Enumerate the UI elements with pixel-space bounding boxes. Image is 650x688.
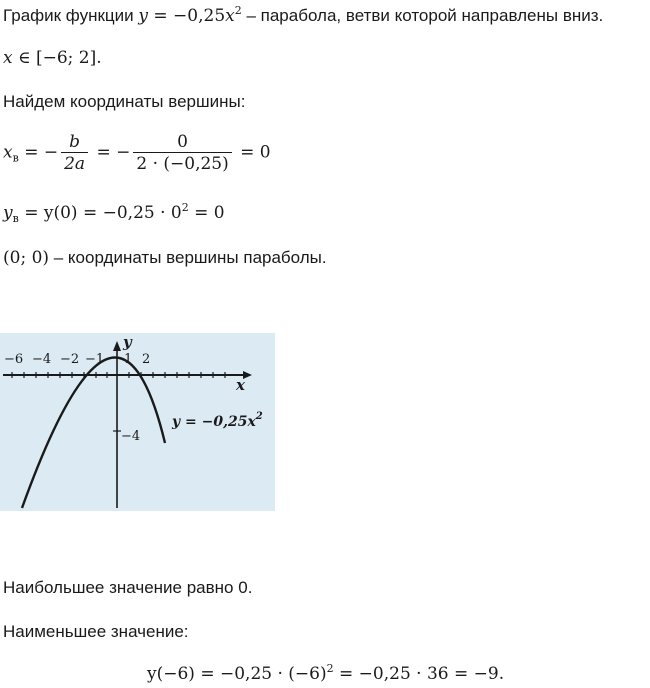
intro-text-after: – парабола, ветви которой направлены вниз. [241,6,604,25]
min-value-text: Наименьшее значение: [3,622,189,641]
y-axis-arrow [113,341,121,351]
x-tick-label: −2 [60,352,80,367]
vertex-coords-line [3,248,327,268]
intro-func-lhs: y [138,6,148,26]
domain-line [3,48,102,68]
curve-label-power: 2 [255,411,263,422]
intro-var-x: x [225,6,235,26]
x-tick-label: −1 [85,352,105,367]
yv-formula [3,203,225,223]
curve-label [171,411,263,430]
y-tick-label: −4 [121,429,141,444]
yv-result: = 0 [188,203,225,223]
xv-fraction-2 [133,132,231,174]
xv-frac1-den: 2a [61,152,88,174]
max-value-text: Наибольшее значение равно 0. [3,578,253,597]
graph-svg [0,333,275,511]
vertex-coords-text: – координаты вершины параболы. [49,248,327,267]
parabola-graph [0,333,275,511]
xv-formula [3,132,271,174]
min-formula [147,664,504,684]
x-axis-label: x [236,376,245,394]
xv-frac1-num: b [69,132,81,152]
vertex-point: (0; 0) [3,248,50,268]
min-formula-power: 2 [326,662,334,675]
domain-var: x [3,48,13,68]
yv-lhs-sub: в [12,212,19,225]
intro-eq: = −0,25 [148,6,226,26]
yv-power: 2 [181,201,189,214]
x-tick-label: −6 [4,352,24,367]
vertex-heading: Найдем координаты вершины: [3,92,246,111]
x-tick-label: 2 [142,352,151,367]
intro-power: 2 [234,4,242,17]
intro-line [3,6,603,26]
xv-lhs-sub: в [12,151,19,165]
min-formula-rhs: = −0,25 · 36 = −9. [333,664,505,684]
min-formula-lhs: y(−6) = −0,25 · (−6) [147,664,327,684]
x-tick-label: −4 [32,352,52,367]
domain-rest: ∈ [−6; 2]. [12,48,102,68]
x-tick-label: 1 [124,352,133,367]
xv-fraction-1 [61,132,88,174]
parabola-curve [22,357,165,508]
xv-eq1: = − [18,142,59,163]
curve-label-text: y = −0,25x [172,414,256,430]
x-tick-labels [4,352,150,367]
xv-frac2-num: 0 [177,132,188,152]
y-axis-label: y [123,333,132,351]
yv-lhs: y [3,203,13,223]
xv-lhs: x [3,142,13,163]
xv-eq2: = − [91,142,131,163]
xv-result: = 0 [234,142,271,163]
xv-frac2-den: 2 · (−0,25) [133,152,231,174]
yv-eq: = y(0) = −0,25 · 0 [18,203,182,223]
intro-text-before: График функции [3,6,139,25]
